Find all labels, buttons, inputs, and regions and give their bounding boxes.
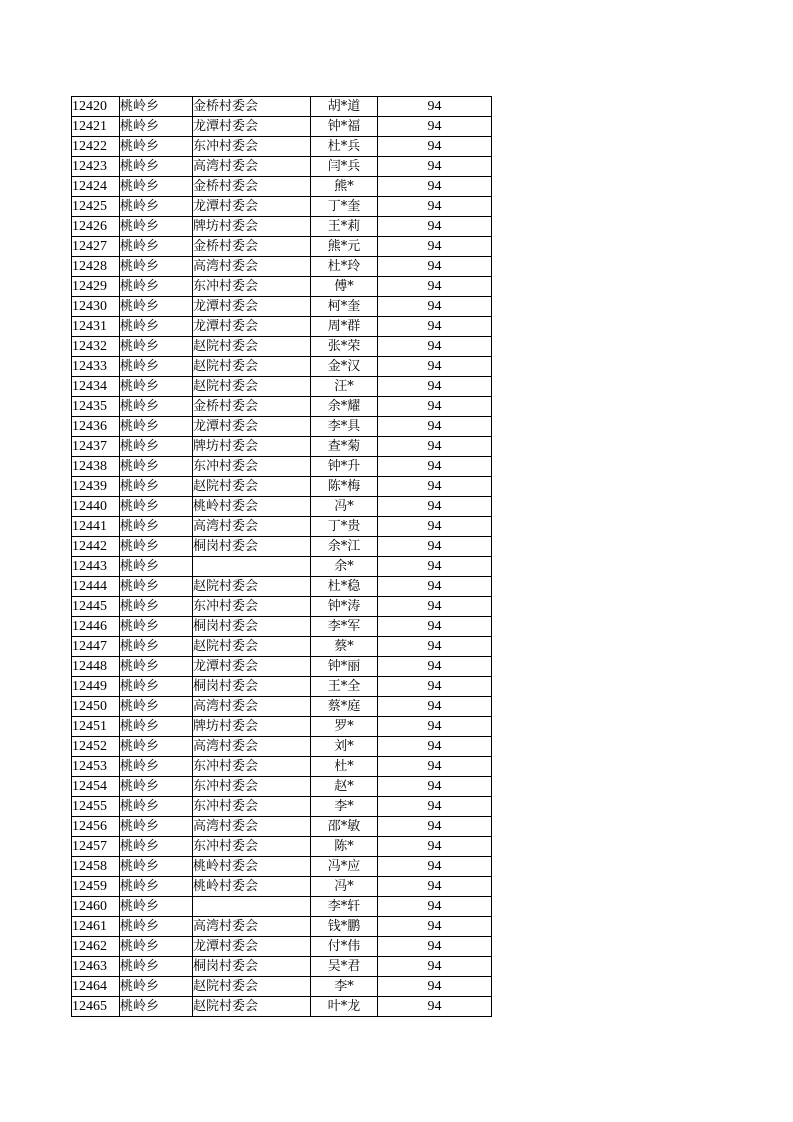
name-cell: 王*全 (311, 677, 378, 697)
score-cell: 94 (378, 717, 492, 737)
town-cell: 桃岭乡 (120, 317, 193, 337)
town-cell: 桃岭乡 (120, 137, 193, 157)
town-cell: 桃岭乡 (120, 557, 193, 577)
town-cell: 桃岭乡 (120, 97, 193, 117)
name-cell: 钱*鹏 (311, 917, 378, 937)
row-id-cell: 12448 (72, 657, 120, 677)
score-cell: 94 (378, 237, 492, 257)
row-id-cell: 12441 (72, 517, 120, 537)
name-cell: 刘* (311, 737, 378, 757)
score-cell: 94 (378, 357, 492, 377)
village-cell: 牌坊村委会 (193, 217, 311, 237)
row-id-cell: 12435 (72, 397, 120, 417)
village-cell: 龙潭村委会 (193, 417, 311, 437)
name-cell: 李* (311, 797, 378, 817)
name-cell: 钟*福 (311, 117, 378, 137)
row-id-cell: 12453 (72, 757, 120, 777)
row-id-cell: 12421 (72, 117, 120, 137)
town-cell: 桃岭乡 (120, 997, 193, 1017)
row-id-cell: 12425 (72, 197, 120, 217)
town-cell: 桃岭乡 (120, 617, 193, 637)
name-cell: 钟*丽 (311, 657, 378, 677)
village-cell: 桃岭村委会 (193, 497, 311, 517)
table-row (72, 517, 492, 537)
village-cell: 高湾村委会 (193, 737, 311, 757)
village-cell: 龙潭村委会 (193, 197, 311, 217)
row-id-cell: 12450 (72, 697, 120, 717)
village-cell: 高湾村委会 (193, 697, 311, 717)
name-cell: 杜* (311, 757, 378, 777)
village-cell: 桐岗村委会 (193, 537, 311, 557)
score-cell: 94 (378, 897, 492, 917)
town-cell: 桃岭乡 (120, 457, 193, 477)
table-row (72, 937, 492, 957)
name-cell: 钟*涛 (311, 597, 378, 617)
score-cell: 94 (378, 577, 492, 597)
village-cell: 高湾村委会 (193, 917, 311, 937)
town-cell: 桃岭乡 (120, 817, 193, 837)
village-cell: 高湾村委会 (193, 817, 311, 837)
row-id-cell: 12445 (72, 597, 120, 617)
village-cell: 东冲村委会 (193, 457, 311, 477)
table-row (72, 797, 492, 817)
row-id-cell: 12460 (72, 897, 120, 917)
table-row (72, 137, 492, 157)
row-id-cell: 12462 (72, 937, 120, 957)
village-cell: 龙潭村委会 (193, 317, 311, 337)
table-row (72, 97, 492, 117)
name-cell: 陈*梅 (311, 477, 378, 497)
village-cell (193, 557, 311, 577)
row-id-cell: 12439 (72, 477, 120, 497)
table-row (72, 697, 492, 717)
score-cell: 94 (378, 517, 492, 537)
table-row (72, 817, 492, 837)
table-row (72, 157, 492, 177)
town-cell: 桃岭乡 (120, 437, 193, 457)
row-id-cell: 12431 (72, 317, 120, 337)
name-cell: 柯*奎 (311, 297, 378, 317)
town-cell: 桃岭乡 (120, 837, 193, 857)
table-row (72, 677, 492, 697)
village-cell: 赵院村委会 (193, 997, 311, 1017)
name-cell: 蔡* (311, 637, 378, 657)
score-cell: 94 (378, 677, 492, 697)
name-cell: 闫*兵 (311, 157, 378, 177)
village-cell: 龙潭村委会 (193, 117, 311, 137)
score-cell: 94 (378, 177, 492, 197)
town-cell: 桃岭乡 (120, 777, 193, 797)
score-cell: 94 (378, 337, 492, 357)
town-cell: 桃岭乡 (120, 377, 193, 397)
row-id-cell: 12437 (72, 437, 120, 457)
table-row (72, 557, 492, 577)
score-cell: 94 (378, 737, 492, 757)
roster-table (71, 96, 492, 1017)
town-cell: 桃岭乡 (120, 197, 193, 217)
village-cell: 桐岗村委会 (193, 617, 311, 637)
table-row (72, 437, 492, 457)
table-row (72, 397, 492, 417)
name-cell: 李*轩 (311, 897, 378, 917)
name-cell: 蔡*庭 (311, 697, 378, 717)
table-row (72, 597, 492, 617)
row-id-cell: 12456 (72, 817, 120, 837)
name-cell: 熊*元 (311, 237, 378, 257)
table-row (72, 217, 492, 237)
name-cell: 丁*贵 (311, 517, 378, 537)
town-cell: 桃岭乡 (120, 537, 193, 557)
table-row (72, 997, 492, 1017)
row-id-cell: 12428 (72, 257, 120, 277)
table-row (72, 737, 492, 757)
row-id-cell: 12446 (72, 617, 120, 637)
name-cell: 杜*兵 (311, 137, 378, 157)
row-id-cell: 12434 (72, 377, 120, 397)
name-cell: 钟*升 (311, 457, 378, 477)
row-id-cell: 12454 (72, 777, 120, 797)
town-cell: 桃岭乡 (120, 957, 193, 977)
name-cell: 冯*应 (311, 857, 378, 877)
name-cell: 汪* (311, 377, 378, 397)
town-cell: 桃岭乡 (120, 857, 193, 877)
name-cell: 杜*稳 (311, 577, 378, 597)
table-row (72, 497, 492, 517)
village-cell: 桃岭村委会 (193, 857, 311, 877)
town-cell: 桃岭乡 (120, 637, 193, 657)
name-cell: 冯* (311, 497, 378, 517)
town-cell: 桃岭乡 (120, 897, 193, 917)
village-cell: 东冲村委会 (193, 597, 311, 617)
row-id-cell: 12464 (72, 977, 120, 997)
row-id-cell: 12438 (72, 457, 120, 477)
score-cell: 94 (378, 777, 492, 797)
score-cell: 94 (378, 997, 492, 1017)
table-row (72, 857, 492, 877)
name-cell: 李* (311, 977, 378, 997)
town-cell: 桃岭乡 (120, 157, 193, 177)
village-cell: 东冲村委会 (193, 137, 311, 157)
village-cell: 赵院村委会 (193, 977, 311, 997)
name-cell: 陈* (311, 837, 378, 857)
row-id-cell: 12422 (72, 137, 120, 157)
town-cell: 桃岭乡 (120, 417, 193, 437)
town-cell: 桃岭乡 (120, 257, 193, 277)
village-cell (193, 897, 311, 917)
town-cell: 桃岭乡 (120, 917, 193, 937)
table-row (72, 197, 492, 217)
name-cell: 张*荣 (311, 337, 378, 357)
score-cell: 94 (378, 137, 492, 157)
row-id-cell: 12458 (72, 857, 120, 877)
name-cell: 付*伟 (311, 937, 378, 957)
row-id-cell: 12440 (72, 497, 120, 517)
name-cell: 杜*玲 (311, 257, 378, 277)
score-cell: 94 (378, 437, 492, 457)
village-cell: 龙潭村委会 (193, 297, 311, 317)
village-cell: 赵院村委会 (193, 357, 311, 377)
village-cell: 东冲村委会 (193, 777, 311, 797)
name-cell: 李*具 (311, 417, 378, 437)
village-cell: 赵院村委会 (193, 577, 311, 597)
row-id-cell: 12423 (72, 157, 120, 177)
village-cell: 东冲村委会 (193, 797, 311, 817)
table-row (72, 457, 492, 477)
village-cell: 高湾村委会 (193, 517, 311, 537)
score-cell: 94 (378, 417, 492, 437)
table-row (72, 757, 492, 777)
town-cell: 桃岭乡 (120, 737, 193, 757)
name-cell: 罗* (311, 717, 378, 737)
town-cell: 桃岭乡 (120, 277, 193, 297)
score-cell: 94 (378, 277, 492, 297)
table-row (72, 617, 492, 637)
score-cell: 94 (378, 977, 492, 997)
village-cell: 龙潭村委会 (193, 937, 311, 957)
town-cell: 桃岭乡 (120, 517, 193, 537)
village-cell: 东冲村委会 (193, 837, 311, 857)
row-id-cell: 12436 (72, 417, 120, 437)
village-cell: 龙潭村委会 (193, 657, 311, 677)
score-cell: 94 (378, 457, 492, 477)
table-row (72, 117, 492, 137)
village-cell: 桃岭村委会 (193, 877, 311, 897)
row-id-cell: 12433 (72, 357, 120, 377)
town-cell: 桃岭乡 (120, 717, 193, 737)
row-id-cell: 12442 (72, 537, 120, 557)
table-row (72, 897, 492, 917)
score-cell: 94 (378, 857, 492, 877)
name-cell: 余*江 (311, 537, 378, 557)
row-id-cell: 12459 (72, 877, 120, 897)
table-row (72, 297, 492, 317)
town-cell: 桃岭乡 (120, 397, 193, 417)
name-cell: 胡*道 (311, 97, 378, 117)
score-cell: 94 (378, 117, 492, 137)
row-id-cell: 12447 (72, 637, 120, 657)
score-cell: 94 (378, 497, 492, 517)
name-cell: 丁*奎 (311, 197, 378, 217)
village-cell: 赵院村委会 (193, 337, 311, 357)
row-id-cell: 12424 (72, 177, 120, 197)
village-cell: 桐岗村委会 (193, 677, 311, 697)
town-cell: 桃岭乡 (120, 297, 193, 317)
row-id-cell: 12449 (72, 677, 120, 697)
row-id-cell: 12463 (72, 957, 120, 977)
name-cell: 余* (311, 557, 378, 577)
row-id-cell: 12444 (72, 577, 120, 597)
table-row (72, 717, 492, 737)
village-cell: 桐岗村委会 (193, 957, 311, 977)
row-id-cell: 12443 (72, 557, 120, 577)
score-cell: 94 (378, 597, 492, 617)
table-row (72, 177, 492, 197)
row-id-cell: 12426 (72, 217, 120, 237)
row-id-cell: 12452 (72, 737, 120, 757)
town-cell: 桃岭乡 (120, 217, 193, 237)
row-id-cell: 12465 (72, 997, 120, 1017)
town-cell: 桃岭乡 (120, 357, 193, 377)
village-cell: 金桥村委会 (193, 97, 311, 117)
score-cell: 94 (378, 197, 492, 217)
score-cell: 94 (378, 297, 492, 317)
score-cell: 94 (378, 757, 492, 777)
village-cell: 东冲村委会 (193, 757, 311, 777)
score-cell: 94 (378, 557, 492, 577)
score-cell: 94 (378, 377, 492, 397)
name-cell: 周*群 (311, 317, 378, 337)
name-cell: 王*莉 (311, 217, 378, 237)
name-cell: 吴*君 (311, 957, 378, 977)
table-row (72, 417, 492, 437)
village-cell: 高湾村委会 (193, 157, 311, 177)
town-cell: 桃岭乡 (120, 117, 193, 137)
score-cell: 94 (378, 657, 492, 677)
town-cell: 桃岭乡 (120, 477, 193, 497)
score-cell: 94 (378, 637, 492, 657)
row-id-cell: 12451 (72, 717, 120, 737)
table-row (72, 877, 492, 897)
score-cell: 94 (378, 957, 492, 977)
score-cell: 94 (378, 917, 492, 937)
score-cell: 94 (378, 797, 492, 817)
score-cell: 94 (378, 617, 492, 637)
table-row (72, 237, 492, 257)
village-cell: 东冲村委会 (193, 277, 311, 297)
score-cell: 94 (378, 817, 492, 837)
village-cell: 赵院村委会 (193, 377, 311, 397)
row-id-cell: 12429 (72, 277, 120, 297)
name-cell: 傅* (311, 277, 378, 297)
score-cell: 94 (378, 697, 492, 717)
row-id-cell: 12420 (72, 97, 120, 117)
town-cell: 桃岭乡 (120, 237, 193, 257)
score-cell: 94 (378, 537, 492, 557)
village-cell: 金桥村委会 (193, 177, 311, 197)
table-row (72, 337, 492, 357)
name-cell: 邵*敏 (311, 817, 378, 837)
table-row (72, 277, 492, 297)
table-row (72, 657, 492, 677)
town-cell: 桃岭乡 (120, 657, 193, 677)
table-row (72, 777, 492, 797)
name-cell: 叶*龙 (311, 997, 378, 1017)
name-cell: 熊* (311, 177, 378, 197)
score-cell: 94 (378, 217, 492, 237)
score-cell: 94 (378, 837, 492, 857)
table-row (72, 317, 492, 337)
town-cell: 桃岭乡 (120, 577, 193, 597)
town-cell: 桃岭乡 (120, 697, 193, 717)
score-cell: 94 (378, 157, 492, 177)
table-row (72, 957, 492, 977)
table-row (72, 577, 492, 597)
row-id-cell: 12427 (72, 237, 120, 257)
score-cell: 94 (378, 317, 492, 337)
village-cell: 赵院村委会 (193, 477, 311, 497)
table-row (72, 257, 492, 277)
village-cell: 赵院村委会 (193, 637, 311, 657)
name-cell: 查*菊 (311, 437, 378, 457)
name-cell: 李*军 (311, 617, 378, 637)
row-id-cell: 12455 (72, 797, 120, 817)
name-cell: 赵* (311, 777, 378, 797)
score-cell: 94 (378, 257, 492, 277)
table-row (72, 637, 492, 657)
score-cell: 94 (378, 877, 492, 897)
table-row (72, 917, 492, 937)
score-cell: 94 (378, 937, 492, 957)
town-cell: 桃岭乡 (120, 797, 193, 817)
name-cell: 冯* (311, 877, 378, 897)
table-row (72, 977, 492, 997)
town-cell: 桃岭乡 (120, 977, 193, 997)
village-cell: 金桥村委会 (193, 397, 311, 417)
row-id-cell: 12430 (72, 297, 120, 317)
town-cell: 桃岭乡 (120, 877, 193, 897)
village-cell: 牌坊村委会 (193, 717, 311, 737)
town-cell: 桃岭乡 (120, 677, 193, 697)
score-cell: 94 (378, 477, 492, 497)
row-id-cell: 12461 (72, 917, 120, 937)
village-cell: 金桥村委会 (193, 237, 311, 257)
town-cell: 桃岭乡 (120, 757, 193, 777)
town-cell: 桃岭乡 (120, 597, 193, 617)
score-cell: 94 (378, 97, 492, 117)
village-cell: 高湾村委会 (193, 257, 311, 277)
town-cell: 桃岭乡 (120, 177, 193, 197)
table-row (72, 477, 492, 497)
town-cell: 桃岭乡 (120, 337, 193, 357)
table-row (72, 837, 492, 857)
table-row (72, 537, 492, 557)
village-cell: 牌坊村委会 (193, 437, 311, 457)
town-cell: 桃岭乡 (120, 937, 193, 957)
row-id-cell: 12432 (72, 337, 120, 357)
name-cell: 余*耀 (311, 397, 378, 417)
row-id-cell: 12457 (72, 837, 120, 857)
name-cell: 金*汉 (311, 357, 378, 377)
table-row (72, 377, 492, 397)
score-cell: 94 (378, 397, 492, 417)
table-row (72, 357, 492, 377)
roster-table-body (72, 97, 492, 1017)
town-cell: 桃岭乡 (120, 497, 193, 517)
